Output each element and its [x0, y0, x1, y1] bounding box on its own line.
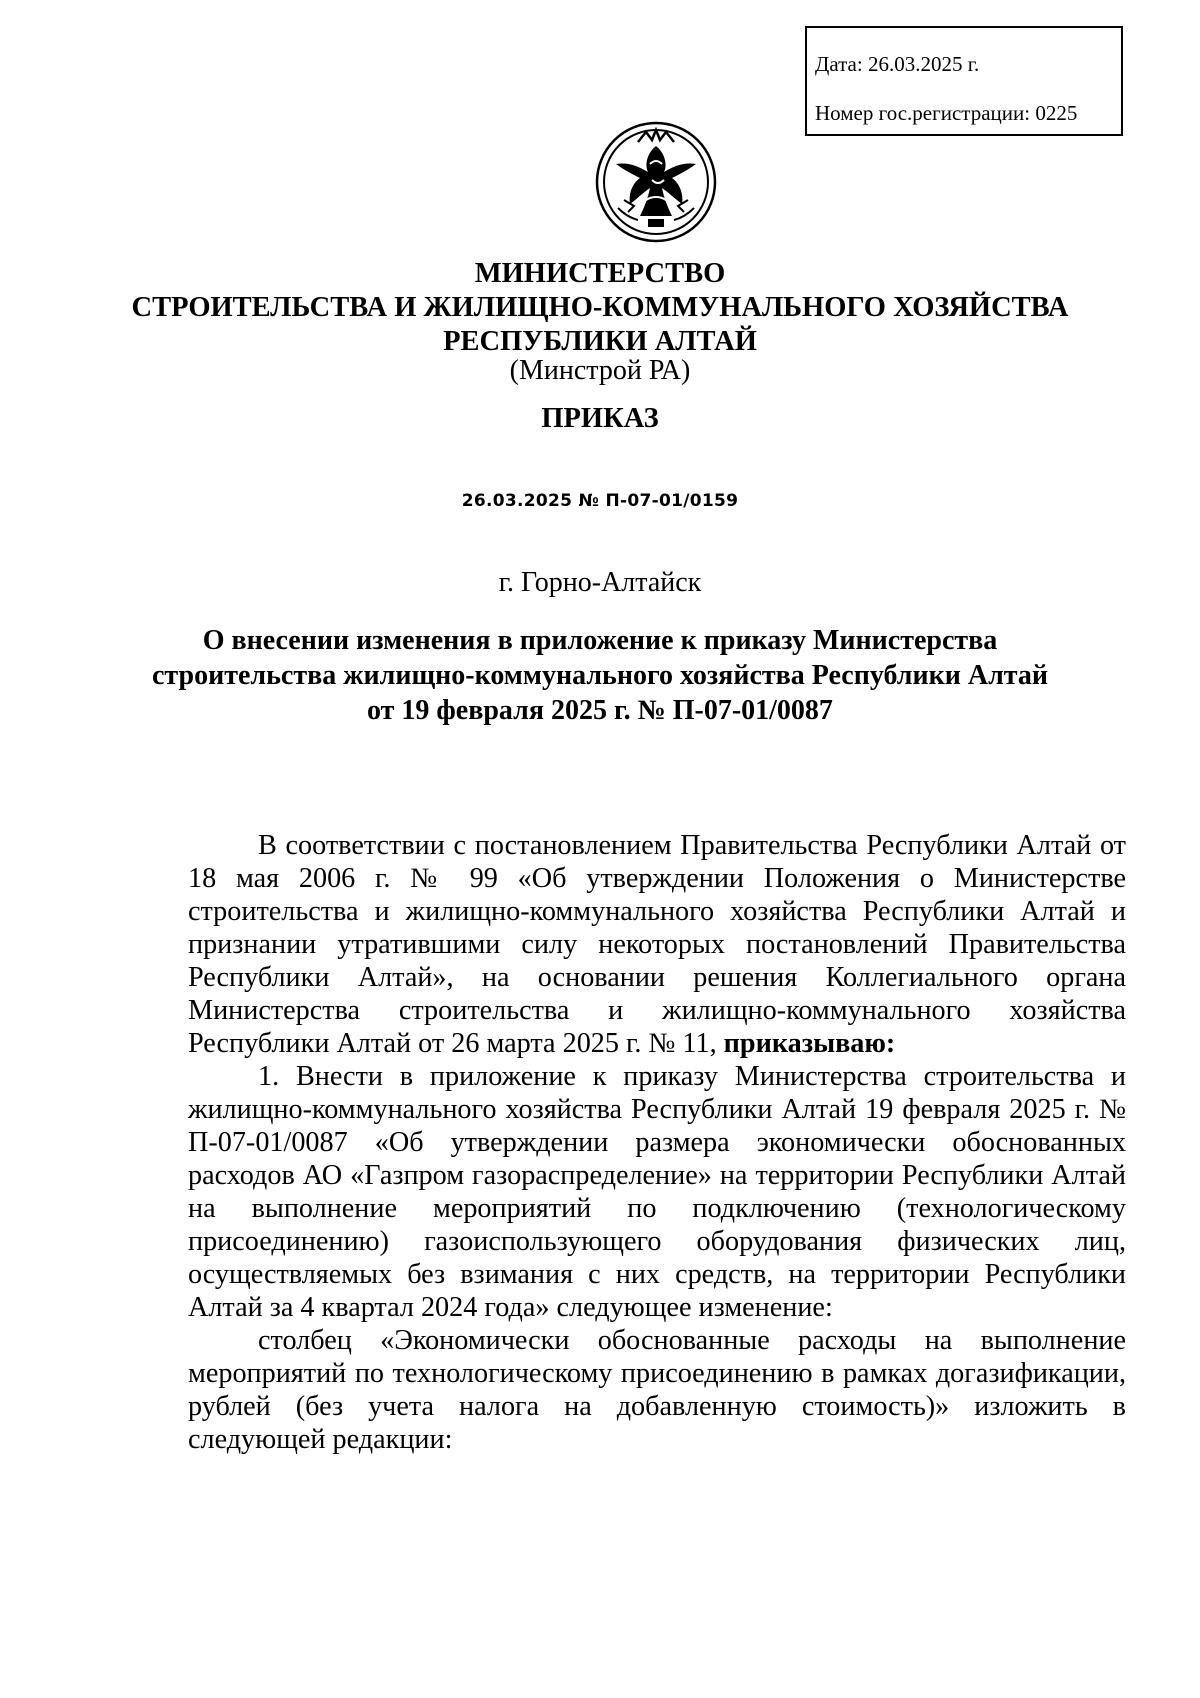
- paragraph-column-change: столбец «Экономически обоснованные расходы на выполнение мероприятий по технологическому присоединению в рамках догазификации, рублей (без учета налога на добавленную стоимость)» изложить в следующей редакции:: [188, 1325, 1126, 1455]
- stamp-date-label: Дата:: [815, 52, 863, 76]
- stamp-reg-label: Номер гос.регистрации:: [815, 101, 1031, 125]
- order-title: ПРИКАЗ: [541, 403, 659, 434]
- stamp-reg-value: 0225: [1035, 101, 1078, 125]
- order-body: [188, 829, 1126, 1456]
- ministry-line-3: РЕСПУБЛИКИ АЛТАЙ: [443, 326, 757, 357]
- paragraph-preamble: [188, 829, 1126, 1060]
- ministry-line-2: СТРОИТЕЛЬСТВА И ЖИЛИЩНО-КОММУНАЛЬНОГО ХОЗЯЙСТВА: [131, 292, 1069, 323]
- subject-line-2: строительства жилищно-коммунального хозяйства Республики Алтай: [151, 660, 1049, 691]
- stamp-date-value: 26.03.2025 г.: [867, 52, 980, 76]
- directive-word: приказываю:: [723, 1028, 896, 1059]
- preamble-text: В соответствии с постановлением Правительства Республики Алтай от 18 мая 2006 г. № 99 «Об утверждении Положения о Министерстве строительства и жилищно-коммунального хозяйства Республики Алтай и признании утратившими силу некоторых постановлений Правительства Республики Алтай», на основании решения Коллегиального органа Министерства строительства и жилищно-коммунального хозяйства Республики Алтай от 26 марта 2025 г. № 11,: [188, 830, 1126, 1059]
- order-subject: [0, 623, 1200, 728]
- subject-line-1: О внесении изменения в приложение к приказу Министерства: [202, 625, 998, 656]
- subject-line-3: от 19 февраля 2025 г. № П-07-01/0087: [367, 695, 833, 726]
- order-city: г. Горно-Алтайск: [498, 567, 702, 598]
- ministry-name: [0, 257, 1200, 359]
- order-number: 26.03.2025 № П-07-01/0159: [461, 491, 739, 511]
- ministry-line-1: МИНИСТЕРСТВО: [474, 258, 726, 289]
- coat-of-arms-icon: [594, 120, 718, 244]
- paragraph-item-1: 1. Внести в приложение к приказу Министерства строительства и жилищно-коммунального хозяйства Республики Алтай 19 февраля 2025 г. № П-07-01/0087 «Об утверждении размера экономически обоснованных расходов АО «Газпром газораспределение» на территории Республики Алтай на выполнение мероприятий по подключению (технологическому присоединению) газоиспользующего оборудования физических лиц, осуществляемых без взимания с них средств, на территории Республики Алтай за 4 квартал 2024 года» следующее изменение:: [188, 1061, 1126, 1323]
- registration-stamp: [805, 26, 1123, 136]
- ministry-short-name: (Минстрой РА): [509, 355, 691, 386]
